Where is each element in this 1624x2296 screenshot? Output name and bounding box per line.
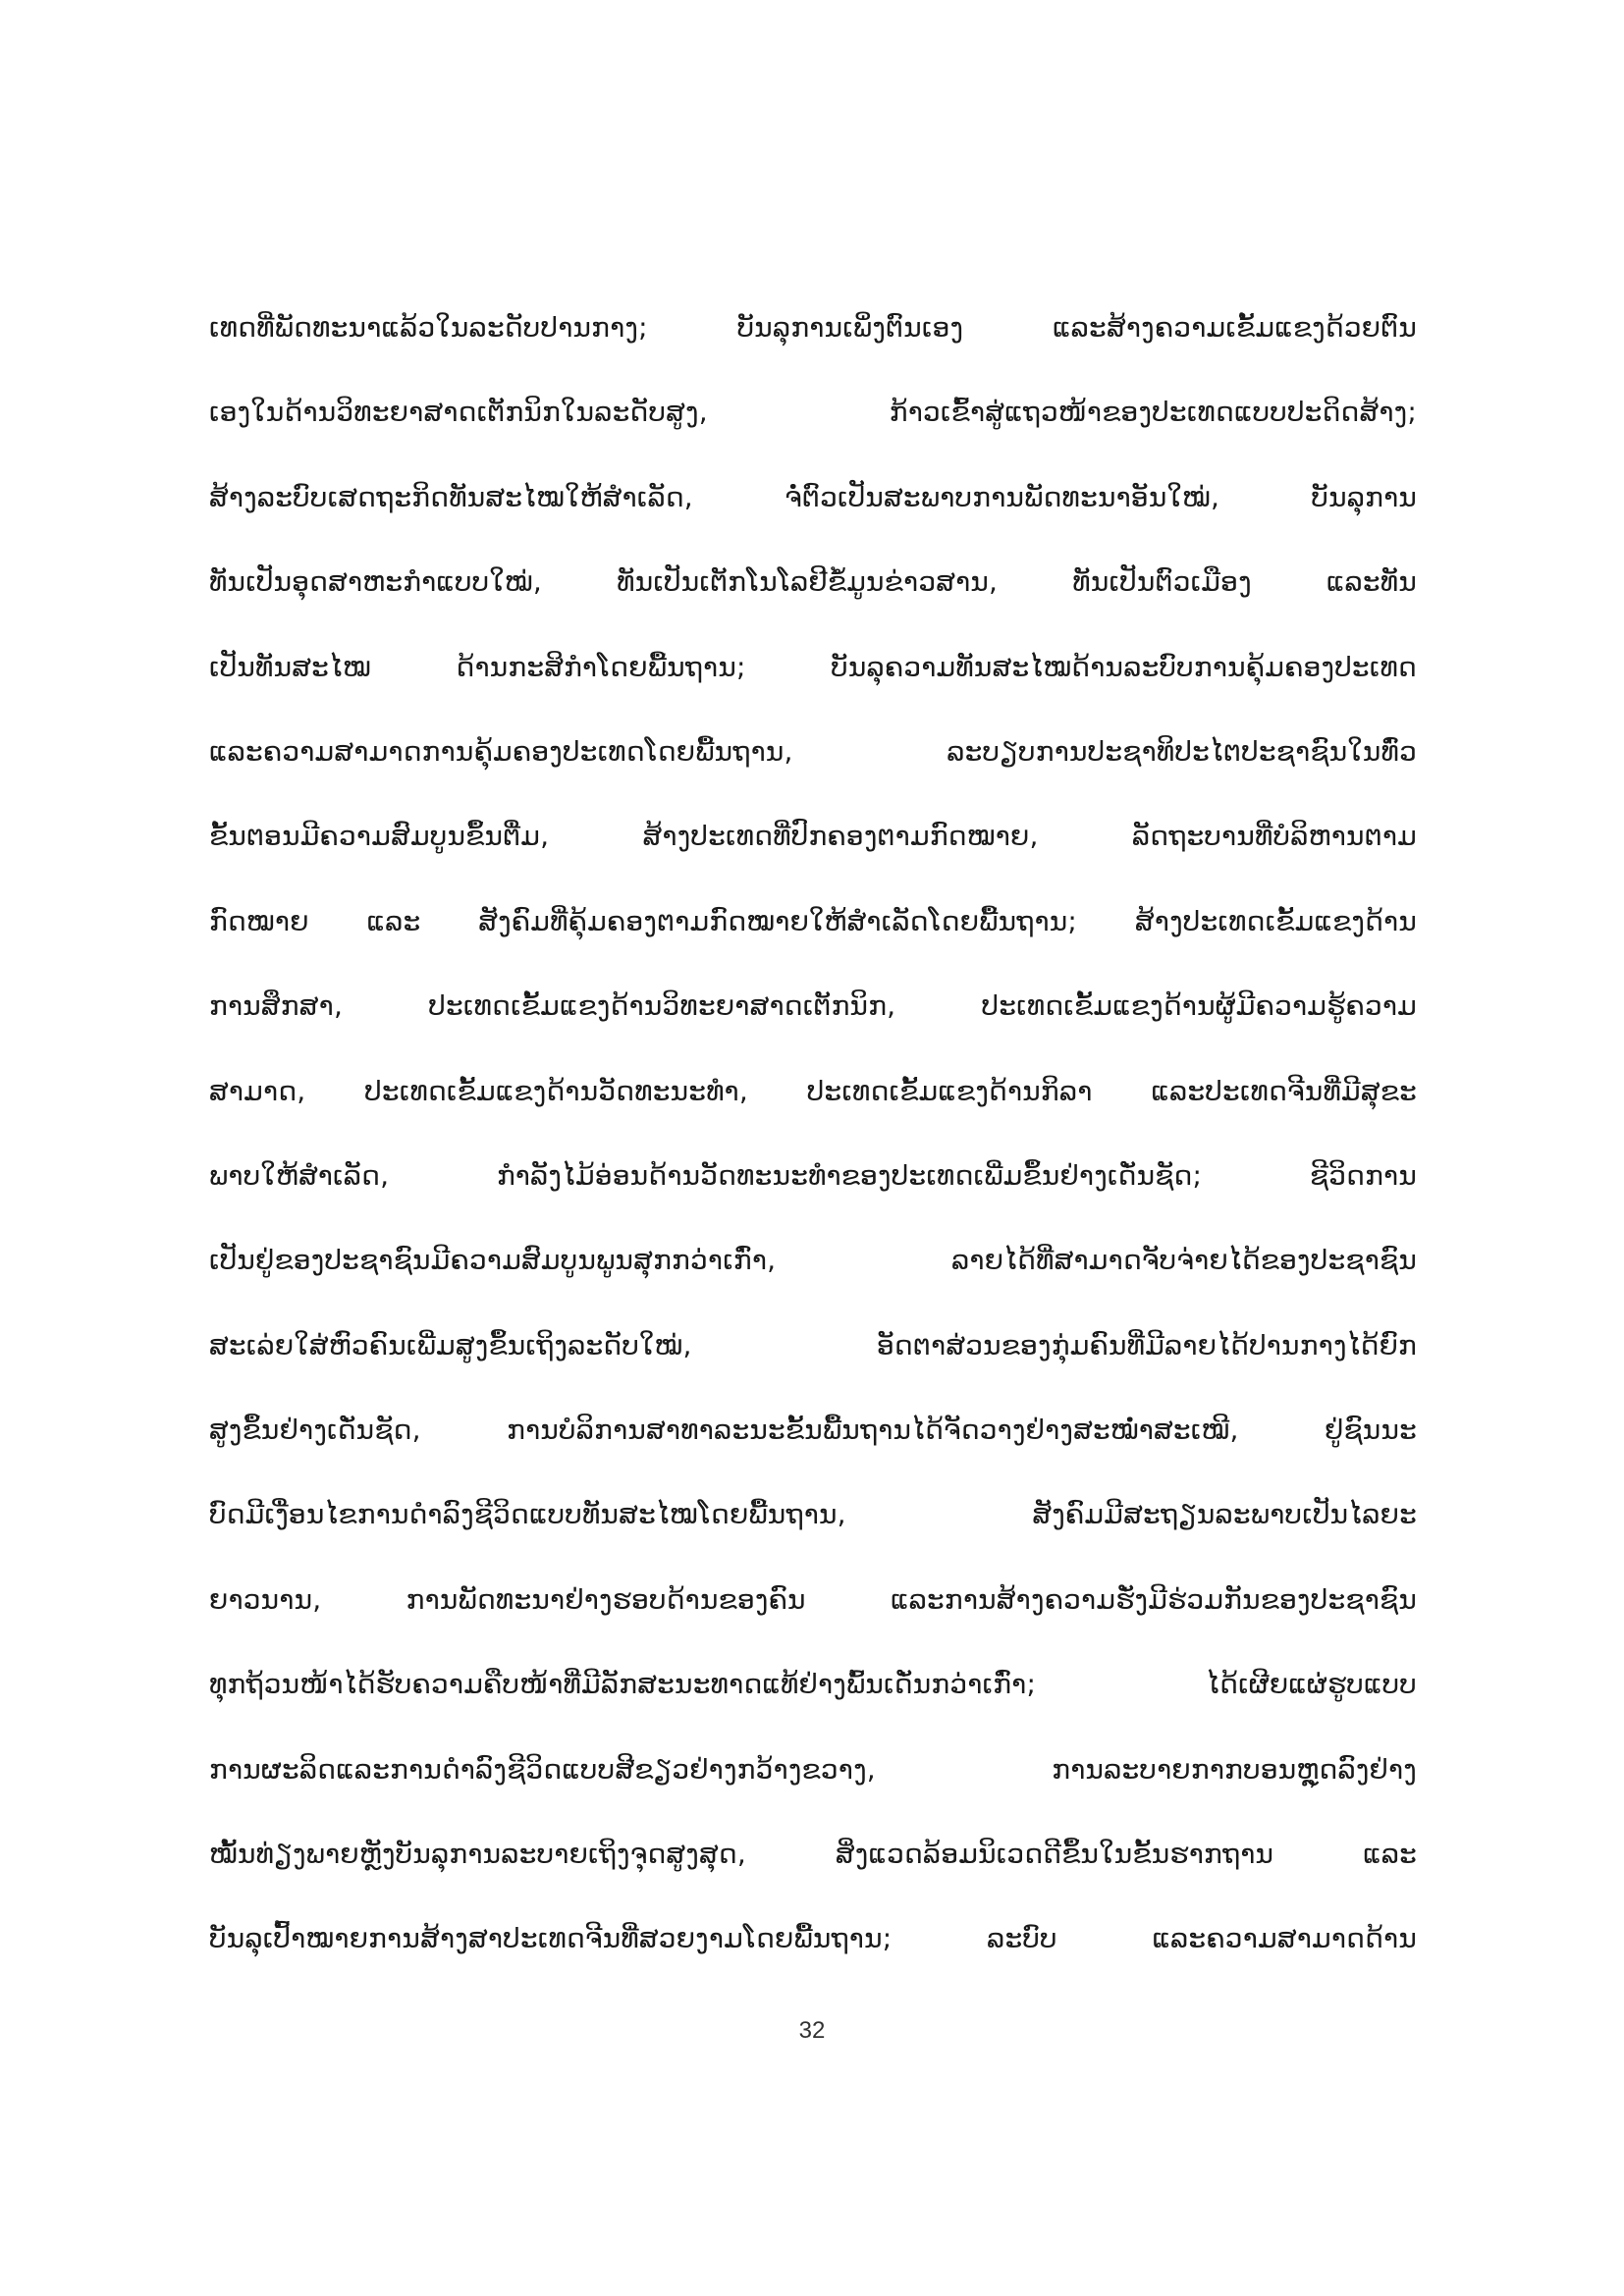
text-line: ການສຶກສາ, ປະເທດເຂັ້ມແຂງດ້ານວິທະຍາສາດເຕັກນິກ, ປະເທດເຂັ້ມແຂງດ້ານຜູ້ມີຄວາມຮູ້ຄວາມ [209, 989, 1417, 1023]
text-line: ເປັນທັນສະໄໝ ດ້ານກະສິກຳໂດຍພື້ນຖານ; ບັນລຸຄວາມທັນສະໄໝດ້ານລະບົບການຄຸ້ມຄອງປະເທດ [209, 650, 1417, 683]
text-line: ທຸກຖ້ວນໜ້າໄດ້ຮັບຄວາມຄືບໜ້າທີ່ມີລັກສະນະທາດແທ້ຢ່າງພົ້ນເດັ່ນກວ່າເກົ່າ; ໄດ້ເຜີຍແຜ່ຮູບແບບ [209, 1668, 1417, 1701]
text-line: ແລະຄວາມສາມາດການຄຸ້ມຄອງປະເທດໂດຍພື້ນຖານ, ລະບຽບການປະຊາທິປະໄຕປະຊາຊົນໃນທົ່ວ [209, 734, 1417, 768]
text-line: ສາມາດ, ປະເທດເຂັ້ມແຂງດ້ານວັດທະນະທຳ, ປະເທດເຂັ້ມແຂງດ້ານກິລາ ແລະປະເທດຈີນທີ່ມີສຸຂະ [209, 1074, 1417, 1107]
text-line: ການຜະລິດແລະການດຳລົງຊີວິດແບບສີຂຽວຢ່າງກວ້າງຂວາງ, ການລະບາຍກາກບອນຫຼຸດລົງຢ່າງ [209, 1752, 1417, 1786]
text-line: ເທດທີ່ພັດທະນາແລ້ວໃນລະດັບປານກາງ; ບັນລຸການເພິ່ງຕົນເອງ ແລະສ້າງຄວາມເຂັ້ມແຂງດ້ວຍຕົນ [209, 311, 1417, 344]
body-text [209, 308, 1417, 2004]
text-line: ພາບໃຫ້ສຳເລັດ, ກຳລັງໄມ້ອ່ອນດ້ານວັດທະນະທຳຂອງປະເທດເພີ່ມຂຶ້ນຢ່າງເດັ່ນຊັດ; ຊີວິດການ [209, 1158, 1417, 1192]
text-line: ທັນເປັນອຸດສາຫະກຳແບບໃໝ່, ທັນເປັນເຕັກໂນໂລຢີຂໍ້ມູນຂ່າວສານ, ທັນເປັນຕົວເມືອງ ແລະທັນ [209, 565, 1417, 599]
text-line: ກົດໝາຍ ແລະ ສັງຄົມທີ່ຄຸ້ມຄອງຕາມກົດໝາຍໃຫ້ສຳເລັດໂດຍພື້ນຖານ; ສ້າງປະເທດເຂັ້ມແຂງດ້ານ [209, 904, 1417, 937]
text-line: ສູງຂຶ້ນຢ່າງເດັ່ນຊັດ, ການບໍລິການສາທາລະນະຂັ້ນພື້ນຖານໄດ້ຈັດວາງຢ່າງສະໝ່ຳສະເໝີ, ຢູ່ຊົນນະ [209, 1414, 1417, 1447]
text-line: ໝັ້ນທ່ຽງພາຍຫຼັງບັນລຸການລະບາຍເຖິງຈຸດສູງສຸດ, ສິ່ງແວດລ້ອມນິເວດດີຂຶ້ນໃນຂັ້ນຮາກຖານ ແລະ [209, 1838, 1417, 1871]
text-line: ບັນລຸເປົ້າໝາຍການສ້າງສາປະເທດຈີນທີ່ສວຍງາມໂດຍພື້ນຖານ; ລະບົບ ແລະຄວາມສາມາດດ້ານ [209, 1922, 1417, 1955]
text-line: ສະເລ່ຍໃສ່ຫົວຄົນເພີ່ມສູງຂຶ້ນເຖິງລະດັບໃໝ່, ອັດຕາສ່ວນຂອງກຸ່ມຄົນທີ່ມີລາຍໄດ້ປານກາງໄດ້ຍົກ [209, 1328, 1417, 1362]
text-line: ຍາວນານ, ການພັດທະນາຢ່າງຮອບດ້ານຂອງຄົນ ແລະການສ້າງຄວາມຮັ່ງມີຮ່ວມກັນຂອງປະຊາຊົນ [209, 1582, 1417, 1616]
text-line: ເອງໃນດ້ານວິທະຍາສາດເຕັກນິກໃນລະດັບສູງ, ກ້າວເຂົ້າສູ່ແຖວໜ້າຂອງປະເທດແບບປະດິດສ້າງ; [209, 396, 1417, 429]
page-number: 32 [798, 2017, 826, 2044]
text-line: ບົດມີເງື່ອນໄຂການດຳລົງຊີວິດແບບທັນສະໄໝໂດຍພື້ນຖານ, ສັງຄົມມີສະຖຽນລະພາບເປັນໄລຍະ [209, 1498, 1417, 1531]
text-line: ຂັ້ນຕອນມີຄວາມສົມບູນຂຶ້ນຕື່ມ, ສ້າງປະເທດທີ່ປົກຄອງຕາມກົດໝາຍ, ລັດຖະບານທີ່ບໍລິຫານຕາມ [209, 820, 1417, 853]
text-line: ສ້າງລະບົບເສດຖະກິດທັນສະໄໝໃຫ້ສຳເລັດ, ຈໍ່ຕົວເປັນສະພາບການພັດທະນາອັນໃໝ່, ບັນລຸການ [209, 480, 1417, 513]
text-line: ເປັນຢູ່ຂອງປະຊາຊົນມີຄວາມສົມບູນພູນສຸກກວ່າເກົ່າ, ລາຍໄດ້ທີ່ສາມາດຈັບຈ່າຍໄດ້ຂອງປະຊາຊົນ [209, 1244, 1417, 1277]
